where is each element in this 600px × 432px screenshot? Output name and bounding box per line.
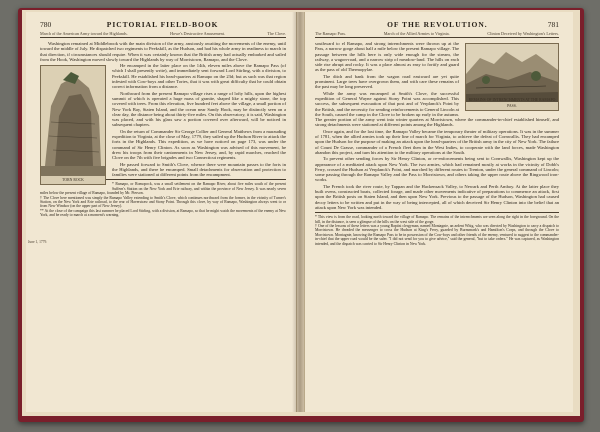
left-running-head (40, 20, 286, 29)
right-paragraph-5: To prevent other sending forces by Sir Henry Clinton, or re-enforcements being sent to Cornwallis, Washington kept up the appearance of a meditated attack upon New York. The two armies, which had remained mostly at works in the vicinity of Dobb's Ferry, crossed the Hudson at Verplanck's Point, and marched by different routes to Trenton, under the general command of Lincoln; some passing through the Ramapo Valley and the Pass to Morristown, and others taking the upper route above the Ringwood iron-works. (315, 156, 559, 183)
right-subhead-left: The Ramapo Pass. (315, 31, 347, 36)
right-body-text (315, 41, 559, 210)
left-footnote-1: * Ramapo, or Romopock, was a small settlement on the Ramapo River, about five miles south of the present Suffern's Station on the New York and Erie railway, and within the province of New Jersey. It was nearly seven miles below the present village of Ramapo, founded by Mr. Pierson. (40, 182, 286, 196)
right-paragraph-4: Once again, and for the last time, the Ramapo Valley became the temporary theater of military operations. It was in the summer of 1781, when the allied armies took up their line of march for Virginia, to achieve the defeat of Cornwallis. They had encamped upon the Hudson for the purpose of making an attack upon the head-quarters of the British army in the city of New York. The failure of Count De Grasse, commander of a French fleet then in the West Indies, to cooperate with the land forces, made Washington abandon this project, and turn his attention to the military operations at the South. (315, 128, 559, 155)
torn-rock-illustration (40, 65, 106, 185)
right-footnote-1: * This view is from the road, looking north toward the village of Ramapo. The remains of the intrenchments are seen along the right in the foreground. On the hill, in the distance, is seen a glimpse of the hills on the west side of the gorge. (315, 215, 559, 224)
right-footnotes (315, 212, 559, 246)
right-figure-caption: REMAINS OF INTRENCHMENTS AT THE RAMAPO PASS. (468, 98, 556, 108)
left-paragraph-4: On the return of Commander Sir George Collier and General Matthews from a marauding expedition to Virginia, at the close of May, 1779, they sailed up the Hudson River to attack the forts in the Highlands. This expedition, as we have noticed on page 173, was under the command of Sir Henry Clinton. As soon as Washington was advised of this movement, he drew his troops from their cantonments in New Jersey, and, by rapid marches, reached the Clove on the 7th with five brigades and two Connecticut regiments. (112, 128, 286, 161)
right-subhead (315, 31, 559, 38)
left-subhead (40, 31, 286, 38)
left-page-content (28, 20, 286, 406)
right-footnote-2: † One of the lessons of these letters was a young Baptist clergyman, named Montagnie, an ardent Whig, who was directed by Washington to carry a dispatch to Morristown. He dreaded the messenger to cross the Hudson at King's Ferry, guarded by Burnsmark's and Hamilton's Corps, and through the Clove to Morristown. Montagnie, knowing the Ramapo Pass to be in possession of the Cow-boys and other friends of the enemy, ventured to suggest to the commander-in-chief that the upper road would be the safer. "I did not send for you to give advice," said the general, "but to take orders." He was captured, as Washington intended, and the dispatch was carried to Sir Henry Clinton in New York. (315, 224, 559, 246)
right-paragraph-6: The French took the river route, by Tappan and the Hackensack Valley, to Newark and Perth Amboy. At the latter place they built ovens, constructed boats, collected forage, and made other movements indicative of preparations to commence an attack, first upon the British posts on Staten Island, and then upon New York. Previous to the passage of the Hudson, Washington had caused decoy letters to be written and put in the way of being intercepted, all of which deceived Sir Henry Clinton into the belief that an attack upon New York was intended. (315, 183, 559, 210)
left-folio: 780 (40, 20, 52, 29)
right-paragraph-1: southward to el Ramapo, and strong intrenchments were thrown up at the Pass, a narrow gorge about half a mile below the present Ramapo village. The passage between the hills here is only wide enough for the stream, the railway, a wagon-road, and a narrow strip of meadow-land. The hills on each side rise abrupt and rocky. It was a place almost as easy to fortify and guard as the pass of old Thermopylae. (315, 41, 459, 73)
left-paragraph-3: Northward from the present Ramapo village rises a range of lofty hills, upon the highest summit of which is operated a huge mass of granite, shaped like a mighty stone, the top covered with trees. From this elevation, five hundred feet above the village, a small portion of New York Bay, Staten Island, and the ocean near Sandy Hook, may be distinctly seen on a clear day, the distance being about thirty-five miles. On this observatory, it is said, Washington was placed, and with his glass saw a portion covered over afterward, will be noticed in subsequent chapters. (112, 90, 286, 128)
ramapo-pass-engraving (466, 44, 558, 102)
left-paragraph-5: He passed forward to Smith's Clove, whence there were mountain passes to the forts in the Highlands, and there he encamped. Small detachments for observation and protection to families were stationed at different points from the encampment. (112, 161, 286, 178)
left-page (26, 12, 297, 412)
left-subhead-center: Howe's Destructive Amusement. (170, 31, 225, 36)
left-running-title: PICTORIAL FIELD-BOOK (106, 20, 219, 29)
left-body-text (40, 41, 286, 182)
left-paragraph-2: He encamped in the latter place on the 14th, eleven miles above the Ramapo Pass (of which I shall presently write), and immediately sent forward Lord Stirling, with a division, to Peekskill. He established his head-quarters at Ramapo on the 23d; but as such was that region infested with Cow-boys and other Tories, that it was with great difficulty that he could obtain correct information from a distance. (112, 63, 286, 90)
left-footnote-2: † The Clove here mentioned was simply the Ramapo Valley extending to Smith's Clove, which continues northward from the former, in the vicinity of Turner's Station, on the New York and Erie railroad, to the rear of Haverstraw and Stony Point. Through this clove, by way of Ramapo, Washington always went to or from New Windsor (on the upper part of New Jersey). (40, 195, 286, 209)
left-figure-caption: TORN ROCK (62, 177, 84, 182)
left-paragraph-1: Washington remained at Middlebrook with the main division of the army, anxiously awaiting the movements of the enemy, until toward the middle of July. He dispatched two regiments to Peekskill, as the Hudson, and had his whole army in readiness to march in that direction, if circumstances should require. When it was certainly known that the British army had actually embarked and sailed from the Hook, Washington moved slowly toward the Highlands by way of Morristown, Ramapo, and the Clove. (40, 41, 286, 62)
right-page-content (315, 20, 559, 406)
right-subhead-right: Clinton Deceived by Washington's Letters. (487, 31, 559, 36)
right-paragraph-3: While the army was encamped at Smith's Clove, the successful expedition of General Wayne against Stony Point was accomplished. This success, the subsequent evacuation of that post and of Verplanck's Point by the British, and the necessity for sending reinforcements to General Lincoln at the South, caused the camp in the Clove to be broken up early in the autumn. The greater portion of the army went into winter quarters at Morristown, where the commander-in-chief established himself, and strong detachments were stationed at different points among the Highlands. (315, 90, 559, 128)
right-subhead-center: March of the Allied Armies to Virginia. (383, 31, 450, 36)
left-subhead-left: March of the American Army toward the Highlands. (40, 31, 128, 36)
left-footnote-3: ** At the close of the campaign this last summer he placed Lord Stirling, with a division, at Ramapo, so that he might watch the movements of the enemy at New York, and be ready to march at a moment's warning. (40, 208, 286, 218)
right-folio: 781 (547, 20, 559, 29)
left-margin-note: June 1, 1779. (28, 240, 48, 244)
torn-rock-engraving (41, 66, 105, 176)
left-subhead-right: The Clove. (267, 31, 286, 36)
right-running-title: OF THE REVOLUTION. (387, 20, 488, 29)
right-paragraph-2: The ditch and bank from the wagon road eastward are yet quite prominent. Large trees have overgrown them, and with care these remains of the past may be long preserved. (315, 73, 459, 90)
ramapo-pass-illustration (465, 43, 559, 111)
right-page (304, 12, 573, 412)
right-running-head (315, 20, 559, 29)
